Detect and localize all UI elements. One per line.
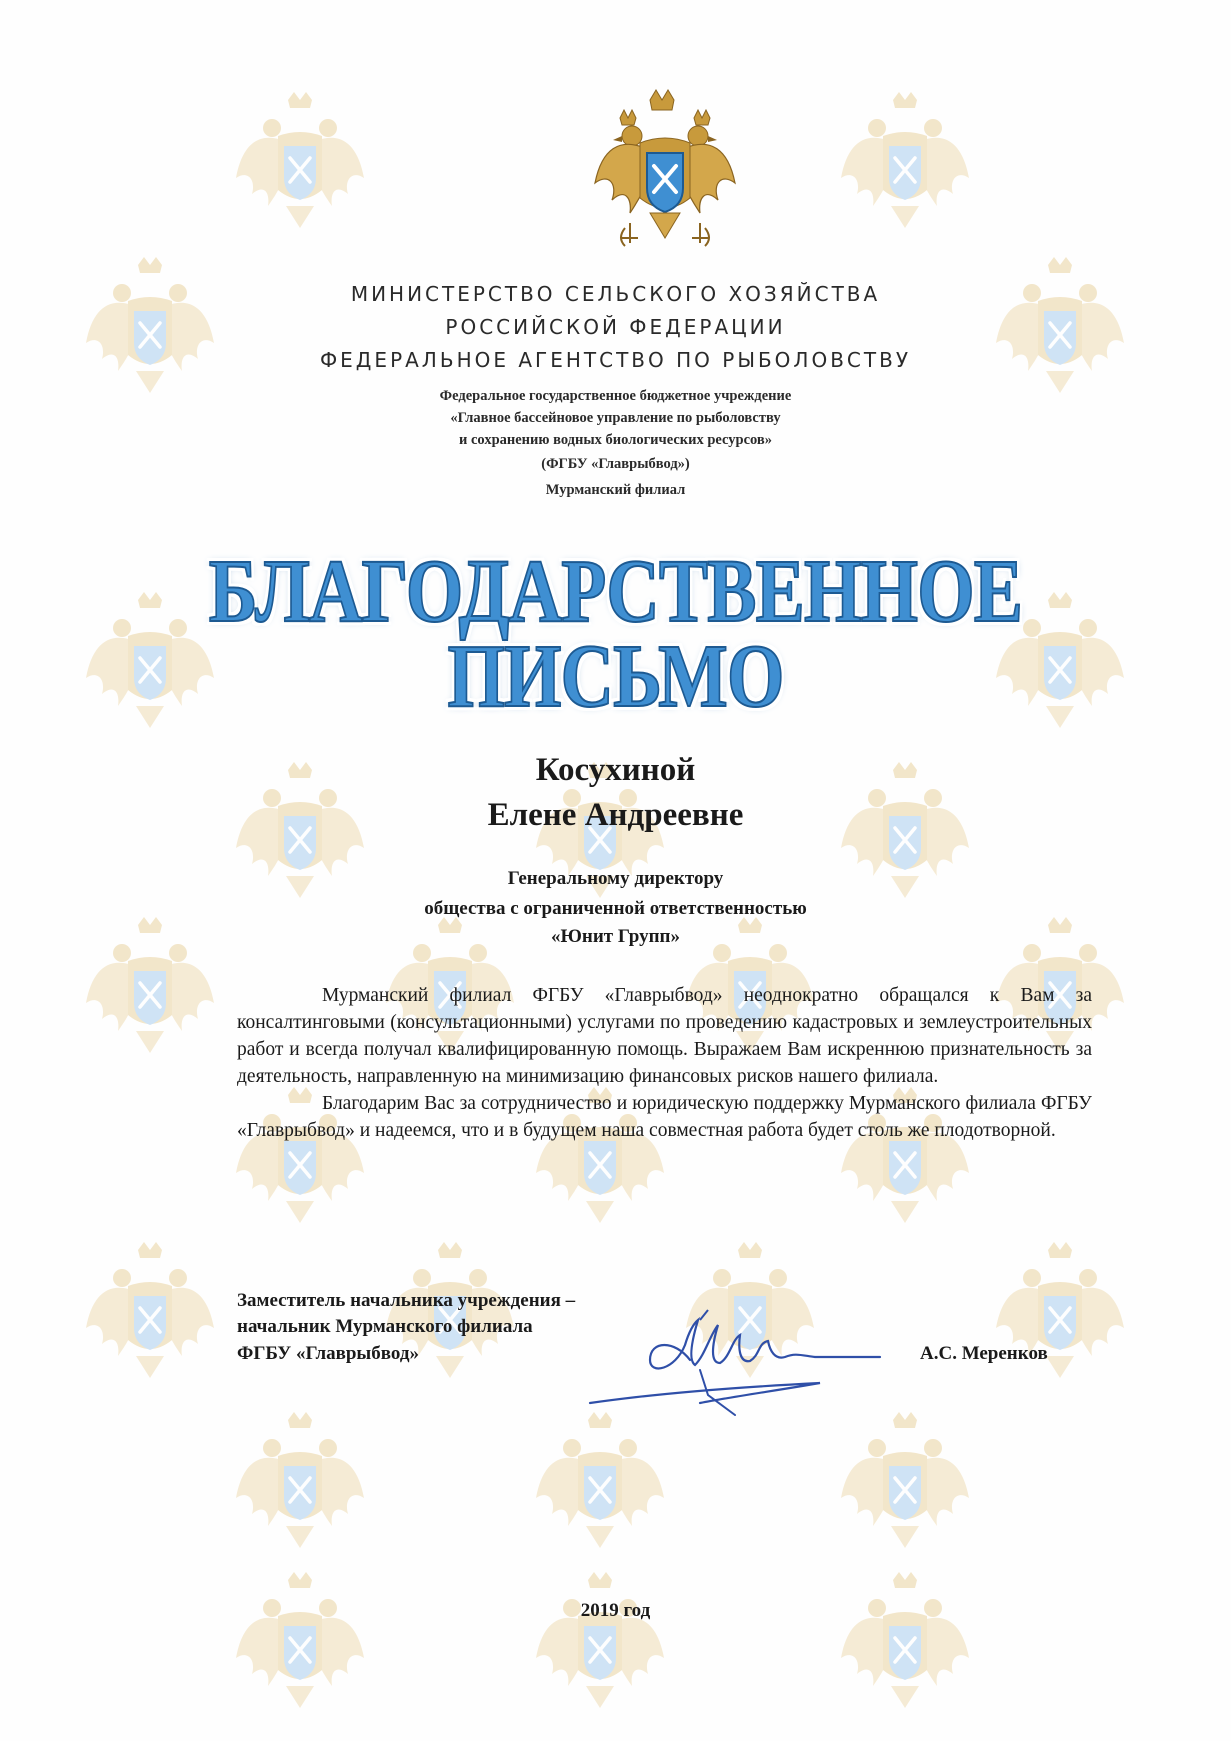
- body-paragraph-2: Благодарим Вас за сотрудничество и юридическую поддержку Мурманского филиала ФГБУ «Главрыбвод» и надеемся, что и в будущем наша совместная работа будет столь же плодотворной.: [237, 1093, 1092, 1141]
- recipient-company: «Юнит Групп»: [551, 926, 680, 947]
- handwritten-signature: [580, 1285, 940, 1425]
- signatory-title-line-3: ФГБУ «Главрыбвод»: [237, 1343, 419, 1364]
- institution-line-3: и сохранению водных биологических ресурсов»: [459, 432, 772, 448]
- agency-line: ФЕДЕРАЛЬНОЕ АГЕНТСТВО ПО РЫБОЛОВСТВУ: [319, 348, 912, 372]
- recipient-position-line-2: общества с ограниченной ответственностью: [424, 898, 807, 919]
- eagle-watermark-icon: [230, 1410, 370, 1560]
- signer-name: А.С. Меренков: [920, 1343, 1048, 1364]
- signatory-title-line-1: Заместитель начальника учреждения –: [237, 1290, 576, 1311]
- eagle-watermark-icon: [835, 1410, 975, 1560]
- institution-line-1: Федеральное государственное бюджетное учреждение: [439, 388, 792, 404]
- body-paragraph-1: Мурманский филиал ФГБУ «Главрыбвод» неоднократно обращался к Вам за консалтинговыми (консультационными) услугами по проведению кадастровых и землеустроительных работ и всегда получал квалифицированную помощь. Выражаем Вам искреннюю признательность за деятельность, направленную на минимизацию финансовых рисков нашего филиала.: [237, 985, 1092, 1087]
- recipient-position-line-1: Генеральному директору: [507, 868, 724, 889]
- recipient-surname: Косухиной: [535, 752, 696, 788]
- double-headed-eagle-emblem-icon: [590, 88, 740, 253]
- eagle-watermark-icon: [835, 1570, 975, 1720]
- ministry-line-2: РОССИЙСКОЙ ФЕДЕРАЦИИ: [445, 315, 786, 339]
- signatory-title-line-2: начальник Мурманского филиала: [237, 1316, 533, 1337]
- ministry-line-1: МИНИСТЕРСТВО СЕЛЬСКОГО ХОЗЯЙСТВА: [350, 282, 881, 306]
- eagle-watermark-icon: [990, 1240, 1130, 1390]
- eagle-watermark-icon: [380, 1240, 520, 1390]
- letter-title-line-1: БЛАГОДАРСТВЕННОЕ: [208, 542, 1023, 641]
- letter-body: [237, 982, 1092, 1144]
- letter-year: 2019 год: [580, 1600, 651, 1621]
- letter-title-line-2: ПИСЬМО: [447, 627, 784, 726]
- eagle-watermark-icon: [230, 1570, 370, 1720]
- recipient-given-names: Елене Андреевне: [487, 797, 744, 833]
- eagle-watermark-icon: [230, 90, 370, 240]
- institution-line-2: «Главное бассейновое управление по рыболовству: [450, 410, 781, 426]
- eagle-watermark-icon: [80, 1240, 220, 1390]
- institution-branch: Мурманский филиал: [545, 482, 686, 498]
- eagle-watermark-icon: [835, 90, 975, 240]
- eagle-watermark-icon: [530, 1570, 670, 1720]
- eagle-watermark-icon: [530, 1410, 670, 1560]
- institution-abbreviation: (ФГБУ «Главрыбвод»): [541, 456, 690, 472]
